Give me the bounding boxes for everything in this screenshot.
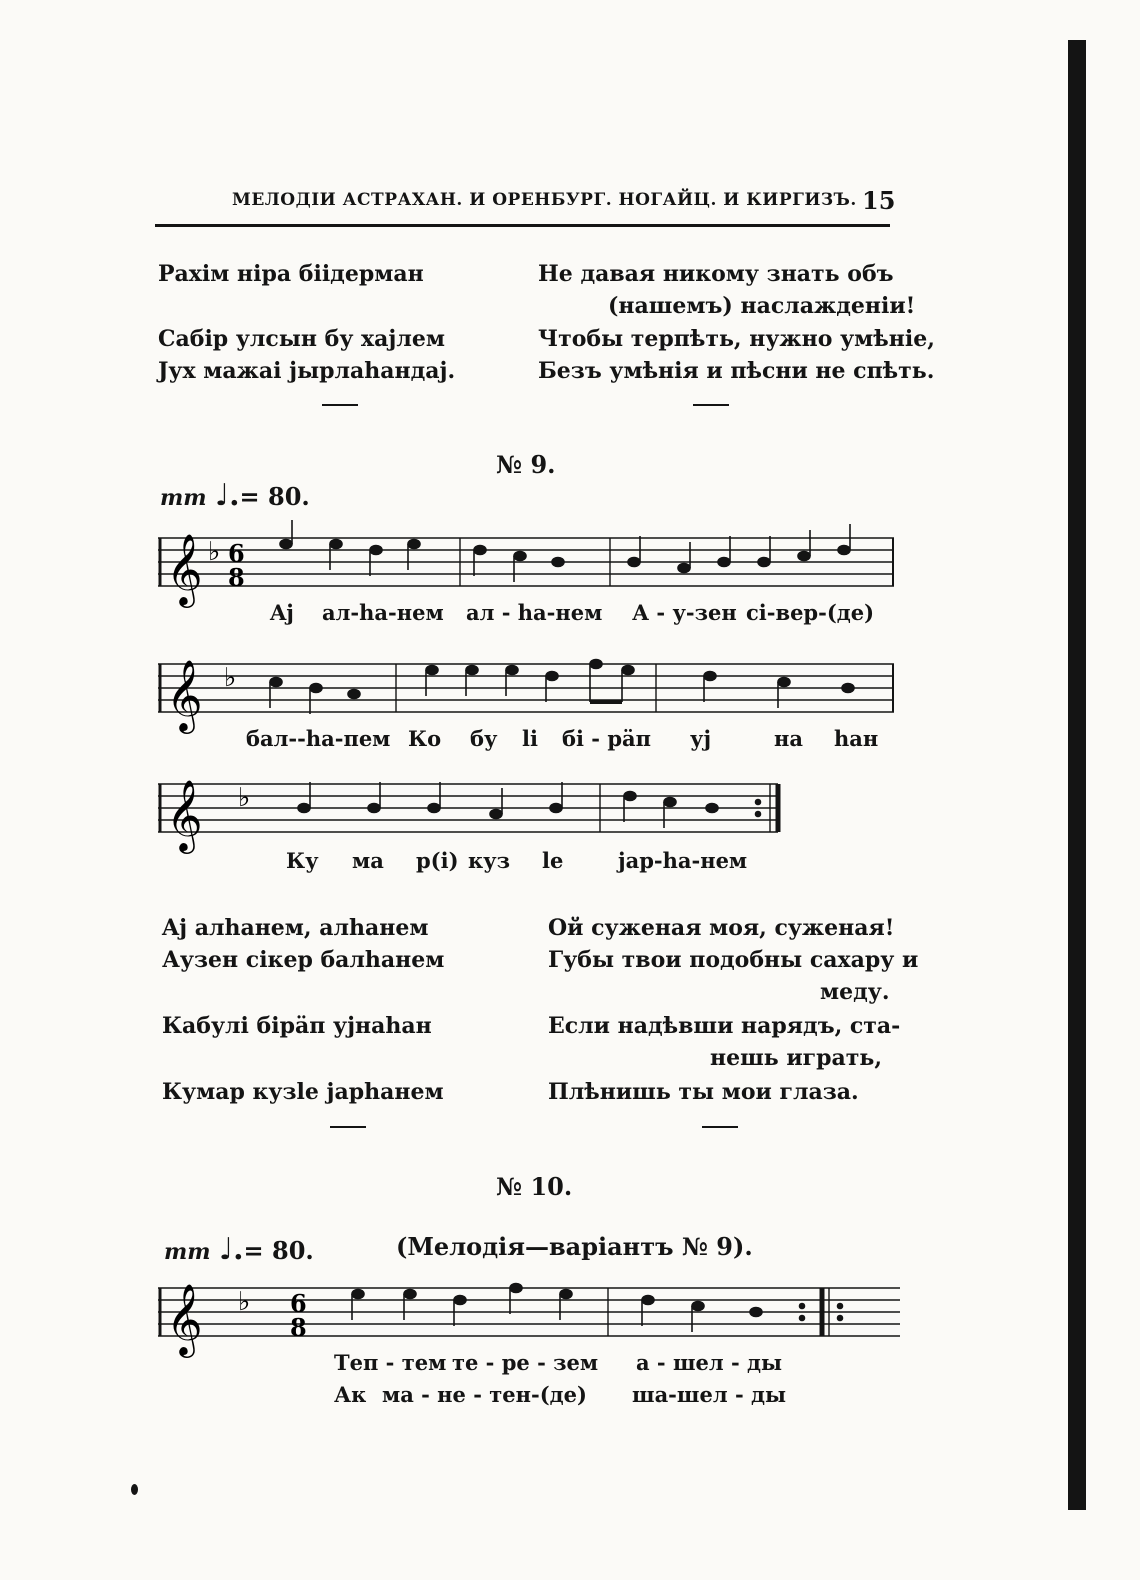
song-9-lyric-2-2: Ко — [408, 726, 442, 751]
notes — [298, 782, 761, 828]
song-9-lyric-1-4: А - у-зен — [632, 600, 737, 625]
song-9-lyric-3-2: ма — [352, 848, 384, 873]
running-title: МЕЛОДІИ АСТРАХАН. И ОРЕНБУРГ. НОГАЙЦ. И КИРГИЗЪ. — [232, 190, 857, 210]
song-10-lyric-2-3: ша-шел - ды — [632, 1382, 787, 1407]
tempo-prefix: mm — [160, 485, 207, 511]
tempo-value: = 80. — [239, 482, 310, 511]
separator-dash — [693, 404, 729, 406]
song-10-staff — [158, 1278, 908, 1355]
tempo-prefix: mm — [164, 1239, 211, 1265]
song-9-lyric-3-4: куз — [468, 848, 511, 873]
song-9-lyric-2-4: li — [522, 726, 538, 751]
verse-translation-line-2: (нашемъ) наслажденіи! — [608, 293, 916, 319]
separator-dash — [322, 404, 358, 406]
header-rule — [155, 224, 890, 227]
verse-translation-line-4: Безъ умѣнія и пѣсни не спѣть. — [538, 358, 935, 384]
song-9-lyric-1-1: Aj — [270, 600, 294, 625]
song-10-remark: (Мелодія—варіантъ № 9). — [396, 1232, 753, 1261]
flat-icon: ♭ — [224, 663, 237, 693]
notes — [270, 660, 854, 715]
song-9-lyric-3-3: р(і) — [416, 848, 459, 873]
song-10-lyric-1-2: те - ре - зем — [452, 1350, 599, 1375]
song-9-verse-translation-5: нешь играть, — [710, 1045, 882, 1071]
song-9-verse-original-1: Aj алhанем, алhанем — [162, 915, 429, 941]
song-10-tempo — [164, 1232, 314, 1267]
song-9-lyric-2-5: бі - рäп — [562, 726, 651, 751]
song-9-verse-original-4: Кумар кузlе japhанем — [162, 1079, 444, 1105]
song-10-lyric-1-3: а - шел - ды — [636, 1350, 783, 1375]
song-9-lyric-2-3: бу — [470, 726, 498, 751]
ink-blot — [131, 1484, 138, 1495]
song-9-verse-translation-6: Плѣнишь ты мои глаза. — [548, 1079, 859, 1105]
song-9-lyric-2-6: уј — [690, 726, 712, 751]
song-9-staff-3 — [158, 774, 798, 851]
verse-original-line-3: Јух мажаі јырлаhандај. — [158, 358, 456, 384]
verse-translation-line-1: Не давая никому знать объ — [538, 261, 894, 287]
song-9-verse-translation-4: Если надѣвши нарядъ, ста- — [548, 1013, 901, 1039]
song-9-lyric-1-2: ал-hа-нем — [322, 600, 444, 625]
song-9-tempo — [160, 478, 310, 513]
song-9-lyric-3-1: Ку — [286, 848, 319, 873]
song-10-lyric-2-2: ма - не - тен-(де) — [382, 1382, 587, 1407]
time-signature-top: 6 — [228, 539, 245, 568]
verse-original-line-1: Рахім ніра біідерман — [158, 261, 424, 287]
page-number: 15 — [862, 186, 896, 215]
page-edge-shadow — [1068, 40, 1086, 1510]
notes — [280, 520, 850, 582]
song-9-verse-translation-3: меду. — [820, 979, 890, 1005]
flat-icon: ♭ — [208, 537, 221, 567]
dotted-quarter-note-icon: ♩. — [218, 1232, 244, 1267]
song-9-verse-translation-2: Губы твои подобны сахару и — [548, 947, 919, 973]
song-9-lyric-2-1: бал--hа-пем — [246, 726, 391, 751]
dotted-quarter-note-icon: ♩. — [214, 478, 240, 513]
treble-clef-icon: 𝄞 — [166, 778, 203, 851]
flat-icon: ♭ — [238, 1287, 251, 1317]
song-9-lyric-2-7: на — [774, 726, 803, 751]
song-10-lyric-2-1: Ак — [334, 1382, 367, 1407]
treble-clef-icon: 𝄞 — [166, 532, 203, 605]
song-9-verse-original-2: Аузен сікер балhанем — [162, 947, 445, 973]
treble-clef-icon: 𝄞 — [166, 1282, 203, 1355]
song-10-number: № 10. — [496, 1172, 573, 1201]
notes — [352, 1284, 843, 1333]
time-signature-bottom: 8 — [290, 1313, 307, 1342]
song-9-lyric-3-6: jap-hа-нем — [618, 848, 748, 873]
separator-dash — [702, 1126, 738, 1128]
time-signature-top: 6 — [290, 1289, 307, 1318]
song-9-lyric-2-8: hан — [834, 726, 879, 751]
time-signature-bottom: 8 — [228, 563, 245, 592]
song-9-number: № 9. — [496, 450, 556, 479]
song-9-lyric-1-5: сі-вер-(де) — [746, 600, 875, 625]
song-10-lyric-1-1: Теп - тем — [334, 1350, 447, 1375]
verse-translation-line-3: Чтобы терпѣть, нужно умѣніе, — [538, 326, 935, 352]
song-9-staff-1 — [158, 528, 898, 605]
song-9-lyric-3-5: le — [542, 848, 564, 873]
verse-original-line-2: Сабір улсын бу хајлем — [158, 326, 446, 352]
song-9-staff-2 — [158, 654, 898, 731]
separator-dash — [330, 1126, 366, 1128]
tempo-value: = 80. — [243, 1236, 314, 1265]
song-9-verse-original-3: Кабулі бірäп ујнаhан — [162, 1013, 432, 1039]
flat-icon: ♭ — [238, 783, 251, 813]
song-9-lyric-1-3: ал - hа-нем — [466, 600, 603, 625]
treble-clef-icon: 𝄞 — [166, 658, 203, 731]
song-9-verse-translation-1: Ой суженая моя, суженая! — [548, 915, 895, 941]
